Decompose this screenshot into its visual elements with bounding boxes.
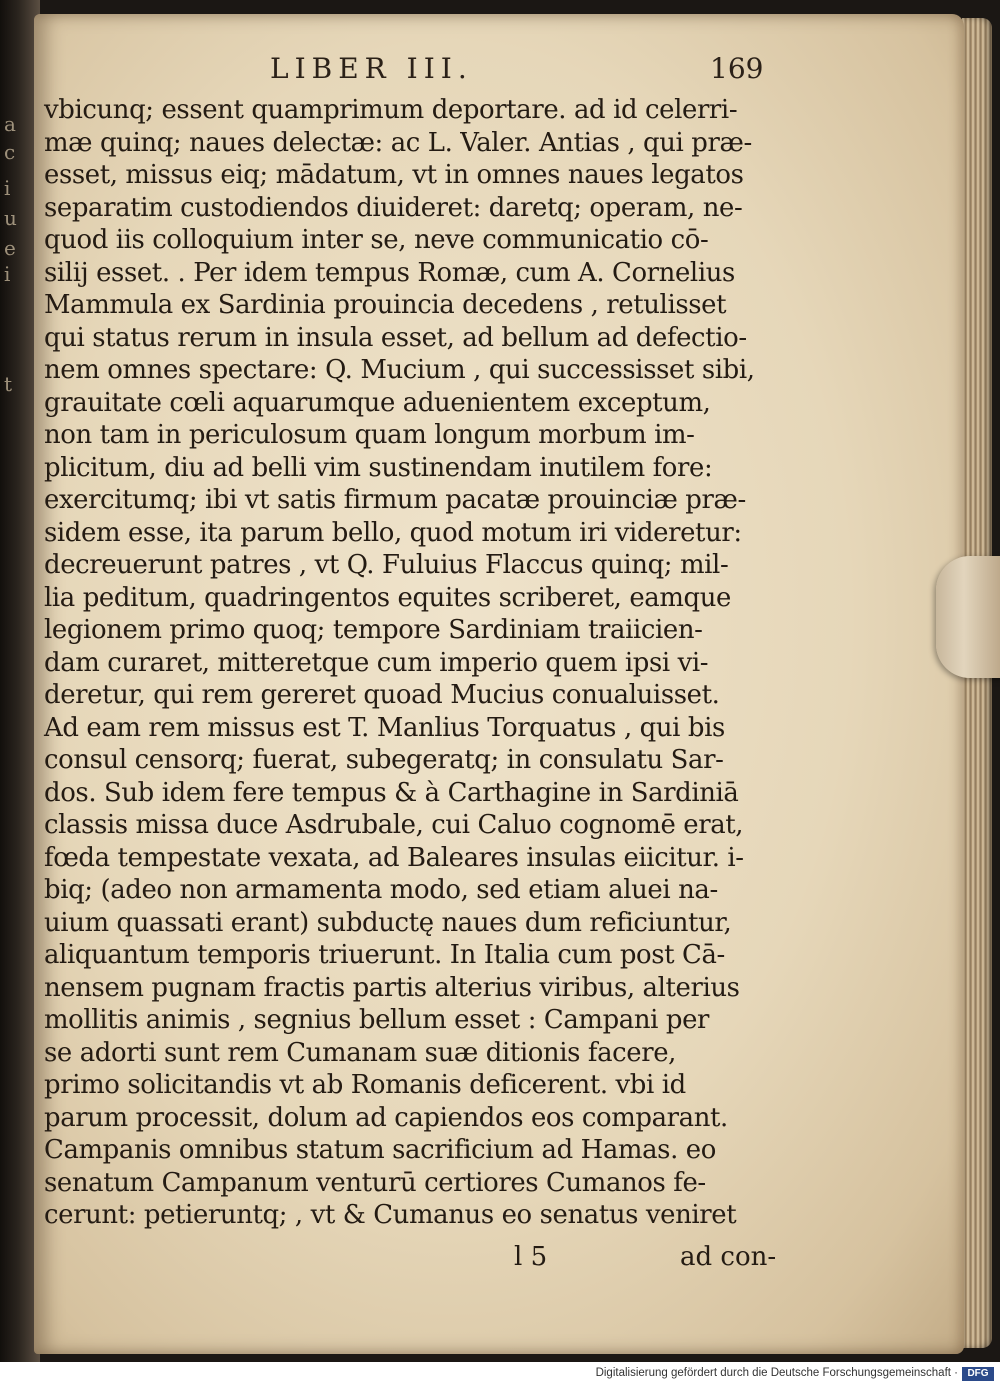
text-line: cerunt: petieruntq; , vt & Cumanus eo senatus veniret	[44, 1199, 737, 1230]
text-line: primo solicitandis vt ab Romanis deficerent. vbi id	[44, 1069, 686, 1100]
text-line: biq; (adeo non armamenta modo, sed etiam aluei na-	[44, 874, 718, 905]
text-line: Ad eam rem missus est T. Manlius Torquatus , qui bis	[44, 711, 725, 743]
text-line: aliquantum temporis triuerunt. In Italia cum post Cā-	[44, 939, 725, 970]
text-line: grauitate cœli aquarumque aduenientem exceptum,	[44, 386, 711, 418]
gutter-fragment: i	[4, 262, 11, 286]
page-footer	[34, 1242, 964, 1278]
book-clasp	[936, 556, 1000, 678]
text-line: separatim custodiendos diuideret: daretq; operam, ne-	[44, 191, 743, 223]
text-line: Mammula ex Sardinia prouincia decedens , retulisset	[44, 289, 727, 320]
text-line: parum processit, dolum ad capiendos eos comparant.	[44, 1101, 728, 1133]
text-line: vbicunq; essent quamprimum deportare. ad id celerri-	[44, 94, 738, 125]
text-line: silij esset. . Per idem tempus Romæ, cum A. Cornelius	[44, 256, 735, 288]
gutter-fragment: u	[4, 206, 17, 230]
text-line: plicitum, diu ad belli vim sustinendam inutilem fore:	[44, 451, 713, 483]
text-line: nensem pugnam fractis partis alterius viribus, alterius	[44, 971, 740, 1003]
credit-text: Digitalisierung gefördert durch die Deutsche Forschungsgemeinschaft ·	[595, 1367, 958, 1379]
text-line: senatum Campanum venturū certiores Cumanos fe-	[44, 1166, 706, 1198]
text-line: mæ quinq; naues delectæ: ac L. Valer. Antias , qui præ-	[44, 126, 752, 158]
page-edges	[962, 18, 992, 1348]
text-line: fœda tempestate vexata, ad Baleares insulas eiicitur. i-	[44, 841, 744, 873]
text-line: deretur, qui rem gereret quoad Mucius conualuisset.	[44, 679, 720, 710]
text-line: esset, missus eiq; mādatum, vt in omnes naues legatos	[44, 159, 744, 190]
text-line: nem omnes spectare: Q. Mucium , qui successisset sibi,	[44, 354, 755, 385]
text-line: lia peditum, quadringentos equites scriberet, eamque	[44, 581, 731, 613]
text-line: qui status rerum in insula esset, ad bellum ad defectio-	[44, 321, 747, 353]
text-line: dos. Sub idem fere tempus & à Carthagine in Sardiniā	[44, 776, 739, 808]
text-line: decreuerunt patres , vt Q. Fuluius Flaccus quinq; mil-	[44, 549, 729, 580]
gutter-fragment: i	[4, 176, 11, 200]
digitization-credit	[0, 1364, 1000, 1386]
text-line: legionem primo quoq; tempore Sardiniam traiicien-	[44, 614, 703, 645]
text-line: se adorti sunt rem Cumanam suæ ditionis facere,	[44, 1036, 677, 1068]
text-line: classis missa duce Asdrubale, cui Caluo cognomē erat,	[44, 809, 744, 840]
signature-mark: l 5	[514, 1242, 548, 1272]
text-line: uium quassati erant) subductę naues dum reficiuntur,	[44, 906, 732, 938]
text-line: mollitis animis , segnius bellum esset : Campani per	[44, 1004, 710, 1035]
dfg-logo: DFG	[962, 1367, 994, 1381]
gutter-fragment: a	[4, 112, 16, 136]
page-header	[34, 52, 964, 92]
text-line: dam curaret, mitteretque cum imperio quem ipsi vi-	[44, 646, 709, 678]
text-line: Campanis omnibus statum sacrificium ad Hamas. eo	[44, 1134, 716, 1165]
running-head: LIBER III.	[270, 52, 473, 85]
text-line: sidem esse, ita parum bello, quod motum iri videretur:	[44, 516, 742, 548]
gutter-fragment: e	[4, 236, 16, 260]
body-text	[44, 94, 944, 1232]
gutter-fragment: c	[4, 140, 16, 164]
text-line: consul censorq; fuerat, subegeratq; in consulatu Sar-	[44, 744, 724, 775]
book-page	[34, 14, 964, 1354]
catchword: ad con-	[680, 1242, 777, 1272]
text-line: quod iis colloquium inter se, neve communicatio cō-	[44, 224, 709, 255]
text-line: non tam in periculosum quam longum morbum im-	[44, 419, 695, 450]
gutter-fragment: t	[4, 372, 13, 396]
page-number: 169	[710, 52, 764, 85]
text-line: exercitumq; ibi vt satis firmum pacatæ prouinciæ præ-	[44, 484, 746, 515]
